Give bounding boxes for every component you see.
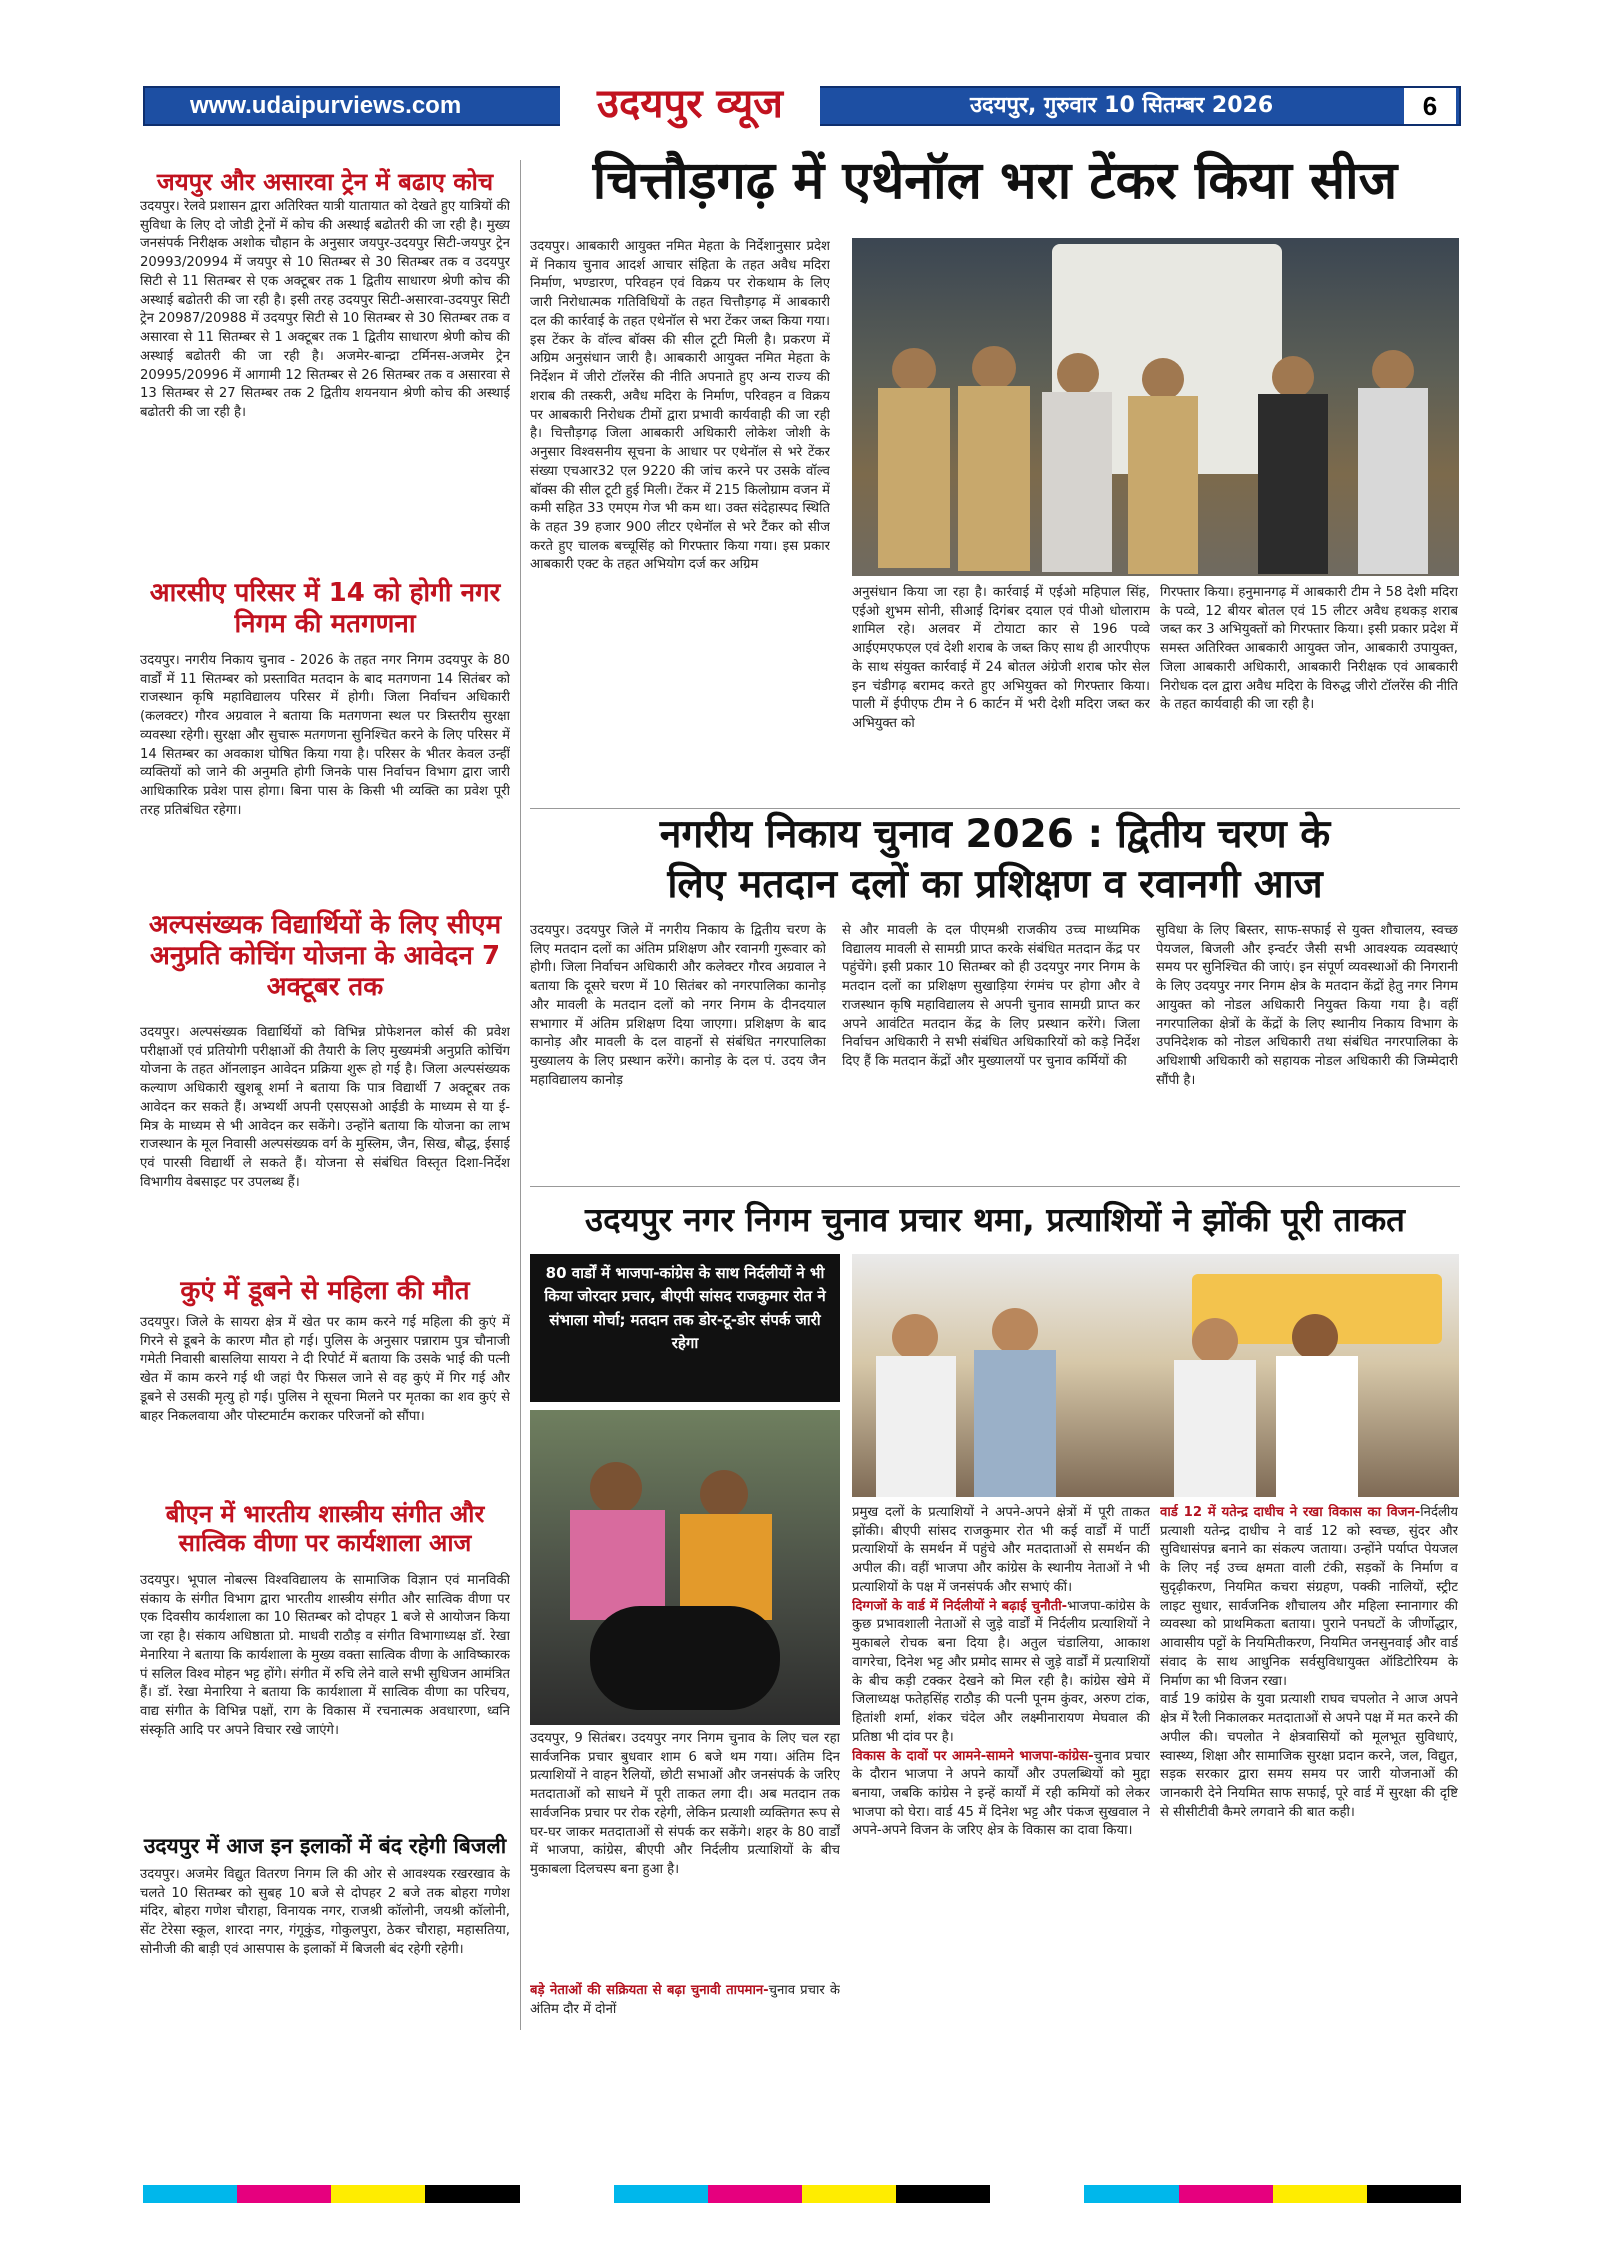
person-figure xyxy=(1174,1360,1256,1497)
campaign-col2 xyxy=(852,1504,1150,2184)
column-divider xyxy=(520,160,521,2030)
person-figure xyxy=(1057,353,1099,395)
person-figure xyxy=(1258,394,1328,574)
rcaa-body: उदयपुर। नगरीय निकाय चुनाव - 2026 के तहत नगर निगम उदयपुर के 80 वार्डों में 11 सितम्बर को प्रस्तावित मतदान के बाद मतगणना 14 सितंबर को राजस्थान कृषि महाविद्यालय परिसर में होगी। जिला निर्वाचन अधिकारी (कलक्टर) गौरव अग्रवाल ने बताया कि मतगणना स्थल पर त्रिस्तरीय सुरक्षा व्यवस्था रहेगी। सुरक्षा और सुचारू मतगणना सुनिश्चित करने के लिए परिसर में 14 सितम्बर का अवकाश घोषित किया गया है। परिसर के भीतर केवल उन्हीं व्यक्तियों को जाने की अनुमति होगी जिनके पास निर्वाचन विभाग द्वारा जारी आधिकारिक प्रवेश पास होगा। बिना पास के किसी भी व्यक्ति का प्रवेश पूरी तरह प्रतिबंधित रहेगा। xyxy=(140,653,510,818)
campaign-col3-body2: वार्ड 19 कांग्रेस के युवा प्रत्याशी राघव चपलोत ने आज अपने क्षेत्र में रैली निकालकर मतदाताओं से अपने पक्ष में मत करने की अपील की। चपलोत ने क्षेत्रवासियों को मूलभूत सुविधाएं, स्वास्थ्य, शिक्षा और सामाजिक सुरक्षा प्रदान करने, जल, विद्युत, सड़क सरकार द्वारा समय समय पर जारी योजनाओं की जानकारी देने नियमित साफ सफाई, पूरे वार्ड में सुरक्षा की दृष्टि से सीसीटीवी कैमरे लगवाने की बात कही। xyxy=(1160,1692,1458,1820)
well-body: उदयपुर। जिले के सायरा क्षेत्र में खेत पर काम करने गई महिला की कुएं में गिरने से डूबने के कारण मौत हो गई। पुलिस के अनुसार पन्नाराम पुत्र चौनाजी गमेती निवासी बासलिया सायरा ने दी रिपोर्ट में बताया कि उसके भाई की पत्नी खेत में काम करने गई थी जहां पैर फिसल जाने से वह कुएं में गिर गई और डूबने से उसकी मृत्यु हो गई। पुलिस ने सूचना मिलने पर मृतका का शव कुएं से बाहर निकलवाया और पोस्टमार्टम कराकर परिजनों को सौंपा। xyxy=(140,1315,510,1424)
person-figure xyxy=(1358,388,1428,574)
color-swatch xyxy=(331,2185,425,2203)
campaign-col3-subhead1: वार्ड 12 में यतेन्द्र दाधीच ने रखा विकास का विजन- xyxy=(1160,1505,1421,1520)
campaign-rally-photo xyxy=(530,1410,840,1725)
ethanol-headline: चित्तौड़गढ़ में एथेनॉल भरा टेंकर किया सीज xyxy=(592,151,1398,211)
polling-body-col2: से और मावली के दल पीएमश्री राजकीय उच्च माध्यमिक विद्यालय मावली से सामग्री प्राप्त करके संबंधित मतदान केंद्र पर पहुंचेंगे। इसी प्रकार 10 सितम्बर को ही उदयपुर नगर निगम के मतदान दलों का प्रशिक्षण सुखाड़िया रंगमंच पर होगा और वे राजस्थान कृषि महाविद्यालय से अपनी चुनाव सामग्री प्राप्त कर अपने आवंटित मतदान केंद्र के लिए प्रस्थान करेंगे। जिला निर्वाचन अधिकारी ने सभी संबंधित अधिकारियों को कड़े निर्देश दिए हैं कि मतदान केंद्रों और मुख्यालयों पर चुनाव कर्मियों की xyxy=(842,923,1140,1070)
person-figure xyxy=(892,348,936,392)
person-figure xyxy=(680,1514,772,1620)
person-figure xyxy=(1042,392,1112,572)
campaign-col2-subhead1: दिग्गजों के वार्ड में निर्दलीयों ने बढ़ाई चुनौती- xyxy=(852,1598,1068,1614)
campaign-col2-sub2-body: चुनाव प्रचार के दौरान भाजपा ने अपने कार्यों और उपलब्धियों को मुद्दा बनाया, जबकि कांग्रेस ने इन्हें कार्यों में रही कमियों को लेकर भाजपा को घेरा। वार्ड 45 में दिनेश भट्ट और पंकज सुखवाल ने अपने-अपने विजन के जरिए क्षेत्र के विकास का दावा किया। xyxy=(852,1748,1150,1839)
campaign-headline: उदयपुर नगर निगम चुनाव प्रचार थमा, प्रत्याशियों ने झोंकी पूरी ताकत xyxy=(585,1200,1405,1239)
train-headline: जयपुर और असारवा ट्रेन में बढाए कोच xyxy=(156,168,494,196)
ethanol-body-right: गिरफ्तार किया। हनुमानगढ़ में आबकारी टीम ने 58 देशी मदिरा के पव्वे, 12 बीयर बोतल एवं 15 लीटर अवैध हथकड़ शराब जब्त कर 3 अभियुक्तों को गिरफ्तार किया। इसी प्रकार प्रदेश में समस्त अतिरिक्त आबकारी आयुक्त जोन, आबकारी उपायुक्त, जिला आबकारी अधिकारी, आबकारी निरीक्षक एवं आबकारी निरोधक दल द्वारा अवैध मदिरा के विरुद्ध जीरो टॉलरेंस की नीति के तहत कार्यवाही की जा रही है। xyxy=(1160,585,1458,713)
color-swatch xyxy=(1084,2185,1178,2203)
veena-body: उदयपुर। भूपाल नोबल्स विश्वविद्यालय के सामाजिक विज्ञान एवं मानविकी संकाय के संगीत विभाग द्वारा भारतीय शास्त्रीय संगीत और सात्विक वीणा पर एक दिवसीय कार्यशाला का 10 सितम्बर को दोपहर 1 बजे से आयोजन किया जा रहा है। संकाय अधिष्ठाता प्रो. माधवी राठौड़ व संगीत विभागाध्यक्ष डॉ. रेखा मेनारिया ने बताया कि कार्यशाला के मुख्य वक्ता सात्विक वीणा के आविष्कारक पं सलिल विश्व मोहन भट्ट होंगे। संगीत में रुचि लेने वाले सभी सुधिजन आमंत्रित हैं। डॉ. रेखा मेनारिया ने बताया कि कार्यशाला में सात्विक वीणा का परिचय, वाद्य संगीत के विभिन्न पक्षों, राग के विकास में रचनात्मक अवधारणा, ध्वनि संस्कृति आदि पर अपने विचार रखे जाएंगे। xyxy=(140,1573,510,1738)
campaign-body-col1: उदयपुर, 9 सितंबर। उदयपुर नगर निगम चुनाव के लिए चल रहा सार्वजनिक प्रचार बुधवार शाम 6 बजे थम गया। अंतिम दिन प्रत्याशियों ने वाहन रैलियों, छोटी सभाओं और जनसंपर्क के जरिए मतदाताओं को साधने में पूरी ताकत लगा दी। अब मतदान तक सार्वजनिक प्रचार पर रोक रहेगी, लेकिन प्रत्याशी व्यक्तिगत रूप से घर-घर जाकर मतदाताओं से संपर्क कर सकेंगे। शहर के 80 वार्डों में भाजपा, कांग्रेस, बीएपी और निर्दलीय प्रत्याशियों के बीच मुकाबला दिलचस्प बना हुआ है। xyxy=(530,1731,840,1878)
well-headline: कुएं में डूबने से महिला की मौत xyxy=(180,1276,470,1306)
page-number: 6 xyxy=(1404,88,1456,124)
person-figure xyxy=(992,1308,1038,1354)
polling-body-col1: उदयपुर। उदयपुर जिले में नगरीय निकाय के द्वितीय चरण के लिए मतदान दलों का अंतिम प्रशिक्षण और रवानगी गुरूवार को होगी। जिला निर्वाचन अधिकारी और कलेक्टर गौरव अग्रवाल ने बताया कि दूसरे चरण में 10 सितंबर को नगरपालिका कानोड़ और मावली के मतदान दलों को नगर निगम के दीनदयाल सभागार में अंतिम प्रशिक्षण दिया जाएगा। प्रशिक्षण के बाद कानोड़ और मावली के दल वाहनों से संबंधित नगरपालिका मुख्यालय के लिए प्रस्थान करेंगे। कानोड़ के दल पं. उदय जैन महाविद्यालय कानोड़ xyxy=(530,923,826,1088)
color-swatch xyxy=(425,2185,519,2203)
edition-date: उदयपुर, गुरुवार 10 सितम्बर 2026 xyxy=(970,93,1274,118)
person-figure xyxy=(1372,350,1414,392)
newspaper-logo: उदयपुर व्यूज xyxy=(560,76,820,132)
motorcycle-shape xyxy=(590,1606,780,1710)
person-figure xyxy=(892,1314,938,1360)
person-figure xyxy=(1276,1356,1358,1497)
polling-headline-line2: लिए मतदान दलों का प्रशिक्षण व रवानगी आज xyxy=(667,862,1323,907)
color-swatch xyxy=(614,2185,708,2203)
person-figure xyxy=(1192,1318,1238,1364)
person-figure xyxy=(1128,396,1198,574)
campaign-caption-box: 80 वार्डों में भाजपा-कांग्रेस के साथ निर्दलीयों ने भी किया जोरदार प्रचार, बीएपी सांसद राजकुमार रोत ने संभाला मोर्चा; मतदान तक डोर-टू-डोर संपर्क जारी रहेगा xyxy=(530,1254,840,1402)
color-swatch xyxy=(1179,2185,1273,2203)
polling-headline-line1: नगरीय निकाय चुनाव 2026 : द्वितीय चरण के xyxy=(659,812,1331,857)
person-figure xyxy=(972,346,1016,390)
veena-headline: बीएन में भारतीय शास्त्रीय संगीत और सात्विक वीणा पर कार्यशाला आज xyxy=(165,1500,485,1557)
site-url-link[interactable]: www.udaipurviews.com xyxy=(190,92,462,119)
color-swatch xyxy=(990,2185,1084,2203)
campaign-col1-subhead: बड़े नेताओं की सक्रियता से बढ़ा चुनावी तापमान- xyxy=(530,1983,769,1998)
color-swatch xyxy=(802,2185,896,2203)
ethanol-tanker-photo xyxy=(852,238,1459,576)
person-figure xyxy=(1142,358,1184,400)
campaign-col1-sub-para xyxy=(530,1982,840,2026)
section-divider xyxy=(530,1186,1460,1187)
color-swatch xyxy=(237,2185,331,2203)
campaign-col2-subhead2: विकास के दावों पर आमने-सामने भाजपा-कांग्रेस- xyxy=(852,1748,1094,1764)
rcaa-headline: आरसीए परिसर में 14 को होगी नगर निगम की मतगणना xyxy=(149,578,501,640)
person-figure xyxy=(590,1462,642,1514)
person-figure xyxy=(1292,1314,1338,1360)
ethanol-body-left: उदयपुर। आबकारी आयुक्त नमित मेहता के निर्देशानुसार प्रदेश में निकाय चुनाव आदर्श आचार संहिता के तहत अवैध मदिरा निर्माण, भण्डारण, परिवहन एवं विक्रय पर रोकथाम के लिए जारी निरोधात्मक गतिविधियों के तहत चित्तौड़गढ़ में आबकारी दल की कार्रवाई के तहत एथेनॉल से भरा टेंकर जब्त किया गया। इस टेंकर के वॉल्व बॉक्स की सील टूटी मिली है। प्रकरण में अग्रिम अनुसंधान जारी है। आबकारी आयुक्त नमित मेहता के निर्देशन में जीरो टॉलरेंस की नीति अपनाते हुए अन्य राज्य की शराब की तस्करी, अवैध मदिरा के निर्माण, परिवहन व विक्रय पर आबकारी निरोधक टीमों द्वारा प्रभावी कार्यवाही की जा रही है। चित्तौड़गढ़ जिला आबकारी अधिकारी लोकेश जोशी के अनुसार विश्वसनीय सूचना के आधार पर एथेनॉल से भरे टेंकर संख्या एचआर32 एल 9220 की जांच करने पर उसके वॉल्व बॉक्स की सील टूटी हुई मिली। टेंकर में 215 किलोग्राम वजन में कमी सहित 33 एमएम गेज भी कम था। उक्त संदेहास्पद स्थिति के तहत 39 हजार 900 लीटर एथेनॉल से भरे टैंकर को सीज करते हुए चालक बच्चूसिंह को गिरफ्तार किया गया। इस प्रकार आबकारी एक्ट के तहत अभियोग दर्ज कर अग्रिम xyxy=(530,239,830,573)
color-swatch xyxy=(708,2185,802,2203)
minority-body: उदयपुर। अल्पसंख्यक विद्यार्थियों को विभिन्न प्रोफेशनल कोर्स की प्रवेश परीक्षाओं एवं प्रतियोगी परीक्षाओं की तैयारी के लिए मुख्यमंत्री अनुप्रति कोचिंग योजना के तहत ऑनलाइन आवेदन प्रक्रिया शुरू हो गई है। जिला अल्पसंख्यक कल्याण अधिकारी खुशबू शर्मा ने बताया कि पात्र विद्यार्थी 7 अक्टूबर तक आवेदन कर सकते हैं। अभ्यर्थी अपनी एसएसओ आईडी के माध्यम से या ई-मित्र के माध्यम से भी आवेदन कर सकेंगे। उन्होंने बताया कि योजना का लाभ राजस्थान के मूल निवासी अल्पसंख्यक वर्ग के मुस्लिम, जैन, सिख, बौद्ध, ईसाई एवं पारसी विद्यार्थी ले सकते हैं। योजना से संबंधित विस्तृत दिशा-निर्देश विभागीय वेबसाइट पर उपलब्ध हैं। xyxy=(140,1025,510,1190)
ethanol-body-mid: अनुसंधान किया जा रहा है। कार्रवाई में एईओ महिपाल सिंह, एईओ शुभम सोनी, सीआई दिगंबर दयाल एवं पीओ धोलाराम शामिल रहे। अलवर में टोयाटा कार से 196 पव्वे आईएमएफएल एवं देशी शराब के जब्त किए साथ ही आरपीएफ के साथ संयुक्त कार्रवाई में 24 बोतल अंग्रेजी शराब फोर सेल इन चंडीगढ़ बरामद करते हुए अभियुक्त को गिरफ्तार किया। पाली में ईपीएफ टीम ने 6 कार्टन में भरी देशी मदिरा जब्त कर अभियुक्त को xyxy=(852,585,1150,732)
campaign-col3 xyxy=(1160,1504,1458,2184)
color-swatch xyxy=(1273,2185,1367,2203)
train-body: उदयपुर। रेलवे प्रशासन द्वारा अतिरिक्त यात्री यातायात को देखते हुए यात्रियों की सुविधा के लिए दो जोडी ट्रेनों में कोच की अस्थाई बढोतरी की जा रही है। मुख्य जनसंपर्क निरीक्षक अशोक चौहान के अनुसार जयपुर-उदयपुर सिटी-जयपुर ट्रेन 20993/20994 में जयपुर से 10 सितम्बर से 30 सितम्बर तक व उदयपुर सिटी से 11 सितम्बर से एक अक्टूबर तक 1 द्वितीय साधारण श्रेणी कोच की अस्थाई बढोतरी की जा रही है। इसी तरह उदयपुर सिटी-असारवा-उदयपुर सिटी ट्रेन 20987/20988 में उदयपुर सिटी से 10 सितम्बर से 30 सितम्बर तक व असारवा से 11 सितम्बर से 1 अक्टूबर तक 1 द्वितीय साधारण श्रेणी कोच की अस्थाई बढोतरी की जा रही है। अजमेर-बान्द्रा टर्मिनस-अजमेर ट्रेन 20995/20996 में आगामी 12 सितम्बर से 26 सितम्बर तक व असारवा से 13 सितम्बर से 27 सितम्बर तक 2 द्वितीय शयनयान श्रेणी कोच की अस्थाई बढोतरी की जा रही है। xyxy=(140,199,510,421)
person-figure xyxy=(878,388,950,568)
campaign-col1-sub-body: चुनाव प्रचार के अंतिम दौर में दोनों xyxy=(530,1983,840,2017)
color-swatch xyxy=(1367,2185,1461,2203)
power-body: उदयपुर। अजमेर विद्युत वितरण निगम लि की ओर से आवश्यक रखरखाव के चलते 10 सितम्बर को सुबह 10 बजे से दोपहर 2 बजे तक बोहरा गणेश मंदिर, बोहरा गणेश चौराहा, विनायक नगर, राजश्री कॉलोनी, जयश्री कॉलोनी, सेंट टेरेसा स्कूल, शारदा नगर, गंगूकुंड, गोकुलपुरा, ठेकर चौराहा, महासतिया, सोनीजी की बाड़ी एवं आसपास के इलाकों में बिजली बंद रहेगी रहेगी। xyxy=(140,1867,510,1957)
color-swatch xyxy=(896,2185,990,2203)
color-swatch xyxy=(143,2185,237,2203)
person-figure xyxy=(700,1470,748,1518)
person-figure xyxy=(1272,356,1314,398)
person-figure xyxy=(974,1350,1056,1497)
campaign-col3-sub1-body: निर्दलीय प्रत्याशी यतेन्द्र दाधीच ने वार्ड 12 को स्वच्छ, सुंदर और सुविधासंपन्न बनाने का संकल्प जताया। उन्होंने पर्याप्त पेयजल के लिए नई उच्च क्षमता वाली टंकी, सड़कों के निर्माण व सुदृढ़ीकरण, नियमित कचरा संग्रहण, पक्की नालियों, स्ट्रीट लाइट सुधार, सार्वजनिक शौचालय और महिला स्नानागार की व्यवस्था को प्राथमिकता बताया। पुराने पनघटों के जीर्णोद्धार, आवासीय पट्टों के नियमितीकरण, नियमित जनसुनवाई और वार्ड संवाद के साथ आधुनिक सर्वसुविधायुक्त ऑडिटोरियम के निर्माण का भी विजन रखा। xyxy=(1160,1505,1458,1689)
print-color-bar xyxy=(143,2185,1461,2203)
person-figure xyxy=(570,1510,665,1620)
power-headline: उदयपुर में आज इन इलाकों में बंद रहेगी बिजली xyxy=(143,1834,507,1858)
polling-body-col3: सुविधा के लिए बिस्तर, साफ-सफाई से युक्त शौचालय, स्वच्छ पेयजल, बिजली और इन्वर्टर जैसी सभी आवश्यक व्यवस्थाएं समय पर सुनिश्चित की जाएं। इन संपूर्ण व्यवस्थाओं की निगरानी के लिए उदयपुर नगर निगम क्षेत्र के मतदान केंद्रों हेतु नगर निगम आयुक्त को नोडल अधिकारी नियुक्त किया गया है। वहीं नगरपालिका क्षेत्रों के केंद्रों के लिए स्थानीय निकाय विभाग के उपनिदेशक को नोडल अधिकारी तथा संबंधित नगरपालिका के अधिशाषी अधिकारी को सहायक नोडल अधिकारी की जिम्मेदारी सौंपी है। xyxy=(1156,923,1458,1088)
campaign-candidates-photo xyxy=(852,1254,1459,1497)
campaign-body-col2: प्रमुख दलों के प्रत्याशियों ने अपने-अपने क्षेत्रों में पूरी ताकत झोंकी। बीएपी सांसद राजकुमार रोत भी कई वार्डों में पार्टी प्रत्याशियों के समर्थन में पहुंचे और मतदाताओं से समर्थन की अपील की। वहीं भाजपा और कांग्रेस के स्थानीय नेताओं ने भी प्रत्याशियों के पक्ष में जनसंपर्क और सभाएं कीं। xyxy=(852,1505,1150,1595)
person-figure xyxy=(958,386,1030,571)
campaign-col2-sub1-body: भाजपा-कांग्रेस के कुछ प्रभावशाली नेताओं से जुड़े वार्डों में निर्दलीय प्रत्याशियों ने मुकाबले रोचक बना दिया है। अतुल चंडालिया, आकाश वागरेचा, दिनेश भट्ट और प्रमोद सामर से जुड़े वार्डों में प्रत्याशियों के बीच कड़ी टक्कर देखने को मिल रही है। कांग्रेस खेमे में जिलाध्यक्ष फतेहसिंह राठौड़ की पत्नी पूनम कुंवर, अरुण टांक, हितांशी शर्मा, शंकर चंदेल और लक्ष्मीनारायण मेघवाल की प्रतिष्ठा भी दांव पर है। xyxy=(852,1598,1150,1745)
section-divider xyxy=(530,808,1460,809)
minority-headline: अल्पसंख्यक विद्यार्थियों के लिए सीएम अनुप्रति कोचिंग योजना के आवेदन 7 अक्टूबर तक xyxy=(148,910,502,1003)
person-figure xyxy=(876,1356,956,1497)
color-swatch xyxy=(520,2185,614,2203)
